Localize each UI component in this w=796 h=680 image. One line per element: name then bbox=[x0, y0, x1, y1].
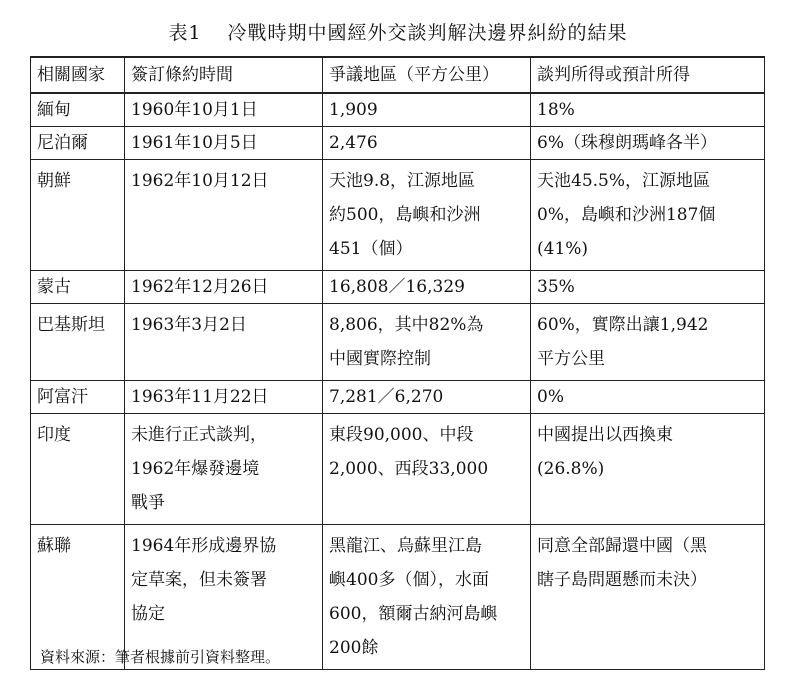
cell-result: 天池45.5%，江源地區 0%，島嶼和沙洲187個 (41%) bbox=[531, 160, 765, 271]
cell-time: 1964年形成邊界協 定草案，但未簽署 協定 bbox=[125, 525, 323, 670]
header-result: 談判所得或預計所得 bbox=[531, 57, 765, 93]
cell-result: 35% bbox=[531, 271, 765, 304]
cell-area: 1,909 bbox=[323, 93, 531, 127]
boundary-table bbox=[30, 56, 765, 670]
cell-country: 印度 bbox=[31, 414, 125, 525]
header-area: 爭議地區（平方公里） bbox=[323, 57, 531, 93]
cell-area: 天池9.8，江源地區 約500，島嶼和沙洲 451（個） bbox=[323, 160, 531, 271]
cell-time: 未進行正式談判， 1962年爆發邊境 戰爭 bbox=[125, 414, 323, 525]
cell-country: 蒙古 bbox=[31, 271, 125, 304]
cell-area: 7,281／6,270 bbox=[323, 381, 531, 414]
table-row bbox=[31, 381, 765, 414]
source-note: 資料來源：筆者根據前引資料整理。 bbox=[40, 648, 281, 666]
cell-country: 緬甸 bbox=[31, 93, 125, 127]
cell-area: 16,808／16,329 bbox=[323, 271, 531, 304]
header-row bbox=[31, 57, 765, 93]
table-caption: 冷戰時期中國經外交談判解決邊界糾紛的結果 bbox=[227, 22, 628, 44]
cell-time: 1962年10月12日 bbox=[125, 160, 323, 271]
cell-time: 1963年3月2日 bbox=[125, 304, 323, 381]
cell-time: 1961年10月5日 bbox=[125, 127, 323, 160]
table-title bbox=[0, 18, 796, 45]
cell-country: 蘇聯 bbox=[31, 525, 125, 670]
header-time: 簽訂條約時間 bbox=[125, 57, 323, 93]
cell-result: 同意全部歸還中國（黑 瞎子島問題懸而未決） bbox=[531, 525, 765, 670]
cell-area: 黑龍江、烏蘇里江島 嶼400多（個），水面 600，額爾古納河島嶼 200餘 bbox=[323, 525, 531, 670]
cell-result: 6%（珠穆朗瑪峰各半） bbox=[531, 127, 765, 160]
cell-result: 18% bbox=[531, 93, 765, 127]
table-row bbox=[31, 127, 765, 160]
table-row bbox=[31, 271, 765, 304]
table-row bbox=[31, 160, 765, 271]
cell-time: 1962年12月26日 bbox=[125, 271, 323, 304]
cell-area: 東段90,000、中段 2,000、西段33,000 bbox=[323, 414, 531, 525]
table-row bbox=[31, 414, 765, 525]
cell-country: 巴基斯坦 bbox=[31, 304, 125, 381]
table-number: 表1 bbox=[168, 22, 202, 44]
cell-result: 中國提出以西換東 (26.8%) bbox=[531, 414, 765, 525]
cell-country: 阿富汗 bbox=[31, 381, 125, 414]
cell-area: 8,806，其中82%為 中國實際控制 bbox=[323, 304, 531, 381]
cell-time: 1960年10月1日 bbox=[125, 93, 323, 127]
cell-country: 尼泊爾 bbox=[31, 127, 125, 160]
header-country: 相關國家 bbox=[31, 57, 125, 93]
cell-country: 朝鮮 bbox=[31, 160, 125, 271]
table-row bbox=[31, 93, 765, 127]
cell-time: 1963年11月22日 bbox=[125, 381, 323, 414]
cell-result: 0% bbox=[531, 381, 765, 414]
table-row bbox=[31, 304, 765, 381]
cell-result: 60%，實際出讓1,942 平方公里 bbox=[531, 304, 765, 381]
cell-area: 2,476 bbox=[323, 127, 531, 160]
